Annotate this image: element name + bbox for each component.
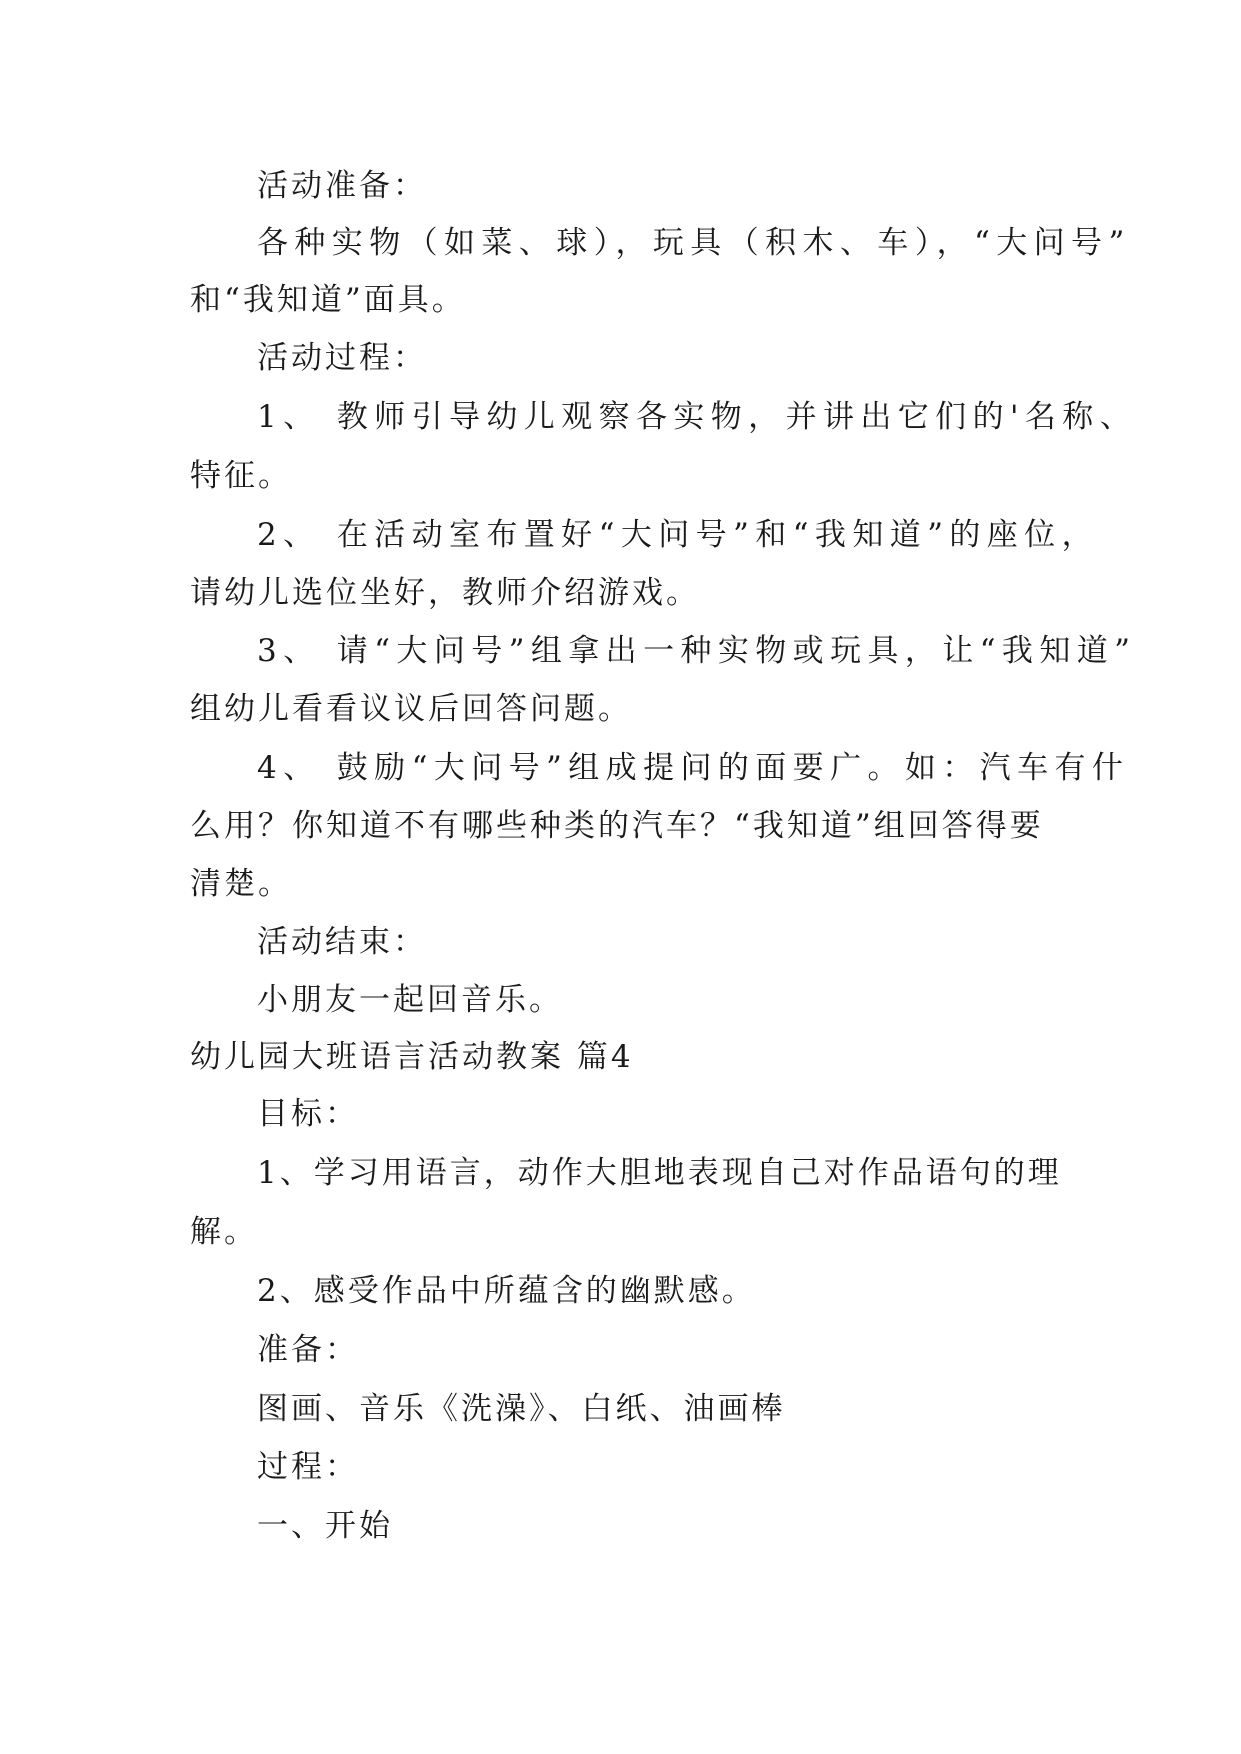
section-heading-preparation: 活动准备：: [257, 168, 427, 204]
step-heading-1: 一、开始: [257, 1508, 393, 1544]
paragraph-line: 么用？你知道不有哪些种类的汽车？“我知道”组回答得要: [190, 808, 1044, 844]
paragraph-line: 和“我知道”面具。: [190, 282, 466, 318]
list-item-2: 2、 在活动室布置好“大问号”和“我知道”的座位，: [257, 517, 1099, 553]
section-heading-process: 活动过程：: [257, 340, 427, 376]
section-heading-goals: 目标：: [257, 1096, 359, 1132]
section-heading-materials: 准备：: [257, 1332, 359, 1368]
paragraph-line: 各种实物（如菜、球），玩具（积木、车），“大问号”: [257, 225, 1131, 261]
list-item-3: 3、 请“大问号”组拿出一种实物或玩具，让“我知道”: [257, 633, 1137, 669]
paragraph-line: 请幼儿选位坐好，教师介绍游戏。: [190, 575, 700, 611]
paragraph-line: 小朋友一起回音乐。: [257, 982, 563, 1018]
list-item-4: 4、 鼓励“大问号”组成提问的面要广。如：汽车有什: [257, 750, 1130, 786]
goal-item-1: 1、学习用语言，动作大胆地表现自己对作品语句的理: [257, 1155, 1062, 1191]
lesson-title: 幼儿园大班语言活动教案 篇4: [190, 1039, 634, 1075]
paragraph-line: 组幼儿看看议议后回答问题。: [190, 691, 632, 727]
section-heading-ending: 活动结束：: [257, 924, 427, 960]
goal-item-2: 2、感受作品中所蕴含的幽默感。: [257, 1273, 756, 1309]
paragraph-line: 图画、音乐《洗澡》、白纸、油画棒: [257, 1391, 786, 1427]
section-heading-steps: 过程：: [257, 1449, 359, 1485]
paragraph-line: 特征。: [190, 458, 292, 494]
paragraph-line: 解。: [190, 1214, 258, 1250]
list-item-1: 1、 教师引导幼儿观察各实物，并讲出它们的'名称、: [257, 399, 1138, 435]
paragraph-line: 清楚。: [190, 866, 292, 902]
